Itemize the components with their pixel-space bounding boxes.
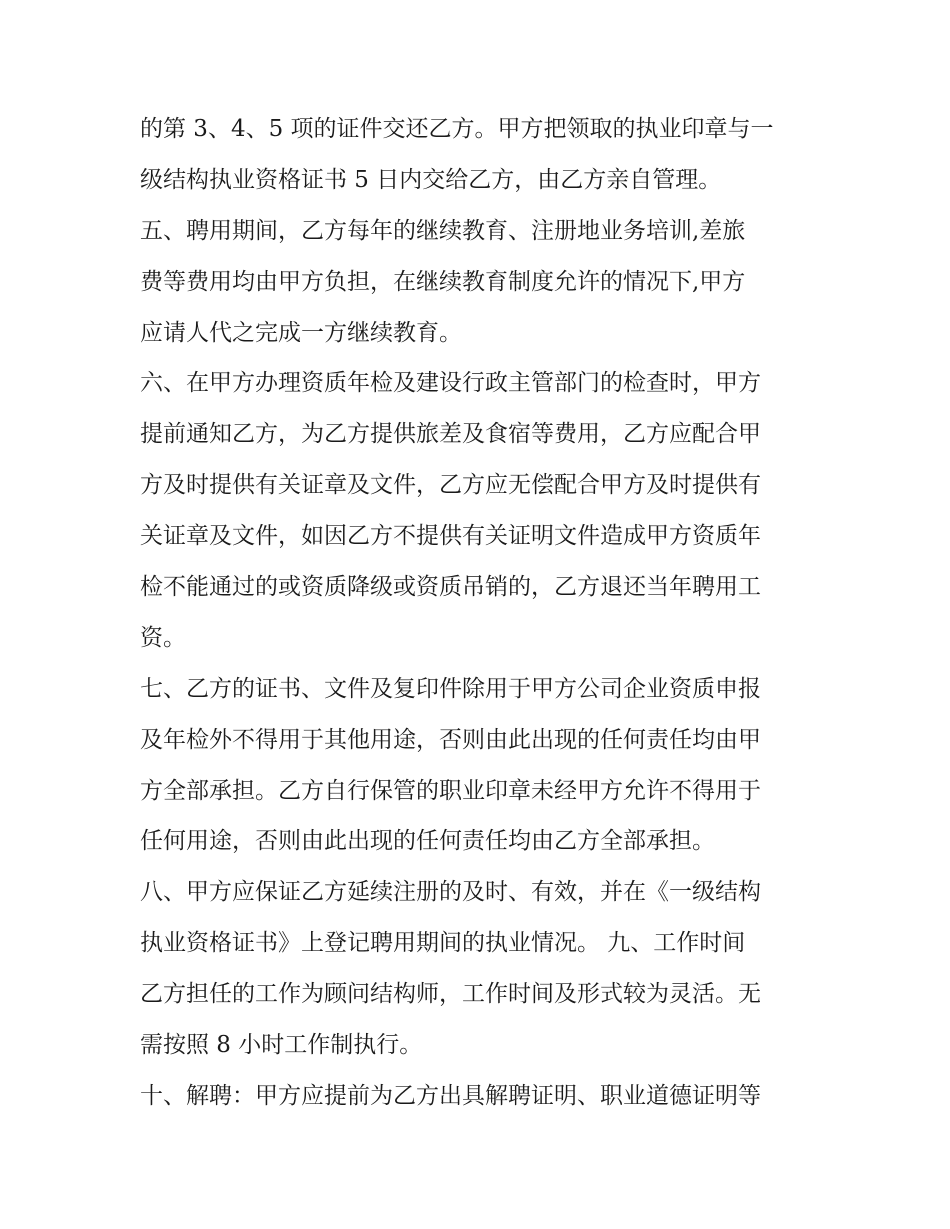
text-line: 需按照 8 小时工作制执行。 <box>140 1032 423 1059</box>
clause-8-start: 八、甲方应保证乙方延续注册的及时、有效，并在《一级结构 <box>140 879 761 906</box>
clause-7-start: 七、乙方的证书、文件及复印件除用于甲方公司企业资质申报 <box>140 675 761 702</box>
text-line: 费等费用均由甲方负担，在继续教育制度允许的情况下,甲方 <box>140 268 746 295</box>
text-line: 检不能通过的或资质降级或资质吊销的，乙方退还当年聘用工 <box>140 574 761 601</box>
clause-6-start: 六、在甲方办理资质年检及建设行政主管部门的检查时，甲方 <box>140 370 761 397</box>
contract-text <box>140 104 820 1122</box>
text-line: 任何用途，否则由此出现的任何责任均由乙方全部承担。 <box>140 828 715 855</box>
text-line: 方及时提供有关证章及文件，乙方应无偿配合甲方及时提供有 <box>140 472 761 499</box>
text-line: 及年检外不得用于其他用途，否则由此出现的任何责任均由甲 <box>140 726 761 753</box>
clause-10-start: 十、解聘：甲方应提前为乙方出具解聘证明、职业道德证明等 <box>140 1082 761 1109</box>
text-line: 资。 <box>140 624 186 651</box>
text-line: 的第 3、4、5 项的证件交还乙方。甲方把领取的执业印章与一 <box>140 116 774 142</box>
text-line: 关证章及文件，如因乙方不提供有关证明文件造成甲方资质年 <box>140 523 761 550</box>
text-line: 乙方担任的工作为顾问结构师，工作时间及形式较为灵活。无 <box>140 981 761 1008</box>
text-line: 应请人代之完成一方继续教育。 <box>140 319 462 346</box>
text-line: 级结构执业资格证书 5 日内交给乙方，由乙方亲自管理。 <box>140 166 722 193</box>
clause-5-start: 五、聘用期间，乙方每年的继续教育、注册地业务培训,差旅 <box>140 217 746 244</box>
text-line: 方全部承担。乙方自行保管的职业印章未经甲方允许不得用于 <box>140 777 761 804</box>
text-line: 执业资格证书》上登记聘用期间的执业情况。 九、工作时间 <box>140 930 746 957</box>
text-line: 提前通知乙方，为乙方提供旅差及食宿等费用，乙方应配合甲 <box>140 421 761 448</box>
